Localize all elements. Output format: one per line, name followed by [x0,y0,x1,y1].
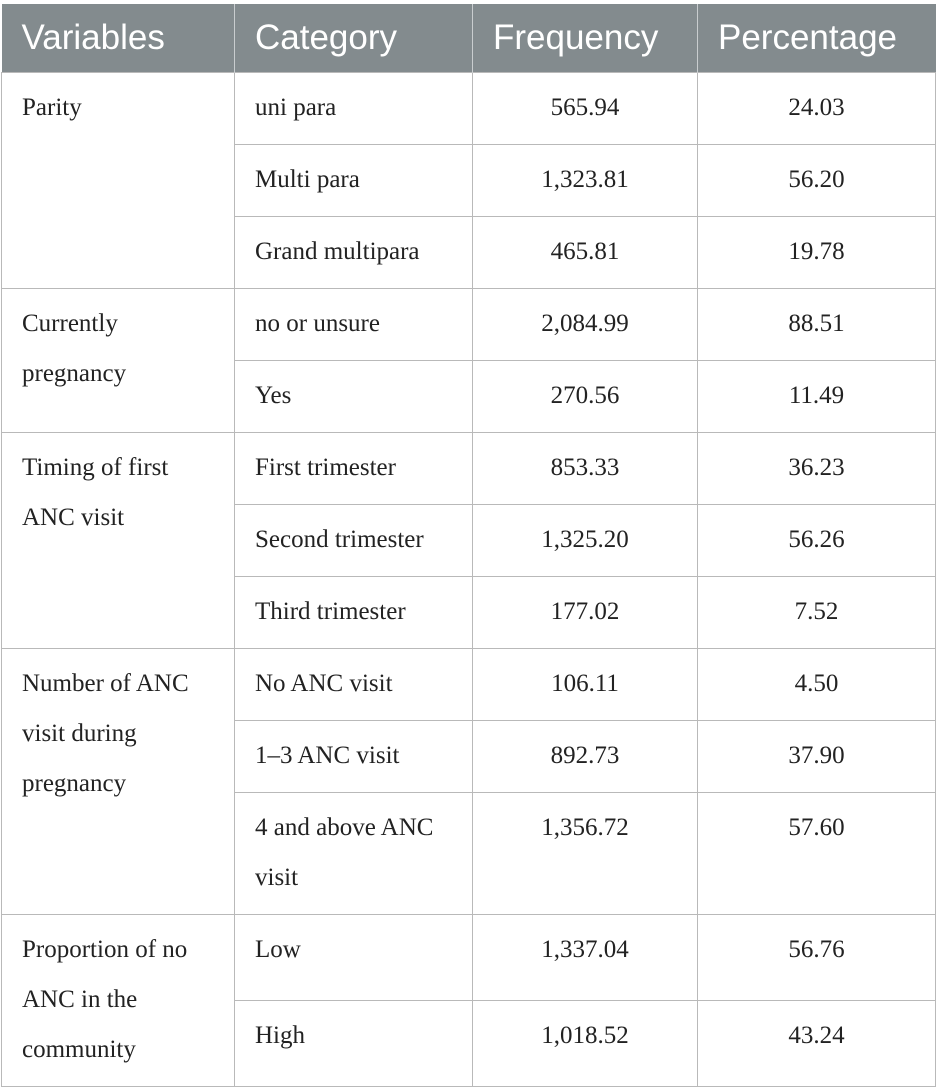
percentage-cell: 56.76 [698,915,936,1001]
percentage-cell: 19.78 [698,217,936,289]
frequency-cell: 565.94 [473,73,698,145]
percentage-cell: 88.51 [698,289,936,361]
frequency-cell: 465.81 [473,217,698,289]
frequency-cell: 892.73 [473,721,698,793]
frequency-cell: 1,337.04 [473,915,698,1001]
category-cell: 1–3 ANC visit [235,721,473,793]
percentage-cell: 37.90 [698,721,936,793]
percentage-cell: 36.23 [698,433,936,505]
frequency-cell: 1,323.81 [473,145,698,217]
variable-cell-parity: Parity [2,73,235,289]
frequency-cell: 2,084.99 [473,289,698,361]
category-cell: 4 and above ANC visit [235,793,473,915]
data-table [1,4,936,1087]
variable-cell-currently-pregnancy: Currently pregnancy [2,289,235,433]
category-cell: High [235,1001,473,1087]
header-variables: Variables [2,4,235,73]
percentage-cell: 56.20 [698,145,936,217]
frequency-cell: 106.11 [473,649,698,721]
category-cell: No ANC visit [235,649,473,721]
table-body [2,73,936,1087]
category-cell: Grand multipara [235,217,473,289]
table-row [2,289,936,361]
category-cell: Third trimester [235,577,473,649]
table-row [2,915,936,1001]
percentage-cell: 24.03 [698,73,936,145]
frequency-cell: 1,325.20 [473,505,698,577]
table-row [2,649,936,721]
category-cell: uni para [235,73,473,145]
frequency-cell: 177.02 [473,577,698,649]
table-row [2,433,936,505]
category-cell: Second trimester [235,505,473,577]
variable-cell-number-of-anc: Number of ANC visit during pregnancy [2,649,235,915]
frequency-cell: 1,356.72 [473,793,698,915]
variable-cell-proportion-no-anc: Proportion of no ANC in the community [2,915,235,1087]
header-frequency: Frequency [473,4,698,73]
category-cell: Multi para [235,145,473,217]
category-cell: Yes [235,361,473,433]
header-category: Category [235,4,473,73]
header-row [2,4,936,73]
frequency-cell: 853.33 [473,433,698,505]
category-cell: First trimester [235,433,473,505]
frequency-cell: 1,018.52 [473,1001,698,1087]
percentage-cell: 43.24 [698,1001,936,1087]
percentage-cell: 7.52 [698,577,936,649]
category-cell: Low [235,915,473,1001]
frequency-cell: 270.56 [473,361,698,433]
percentage-cell: 57.60 [698,793,936,915]
percentage-cell: 11.49 [698,361,936,433]
percentage-cell: 4.50 [698,649,936,721]
category-cell: no or unsure [235,289,473,361]
variable-cell-timing-first-anc: Timing of first ANC visit [2,433,235,649]
header-percentage: Percentage [698,4,936,73]
table-row [2,73,936,145]
percentage-cell: 56.26 [698,505,936,577]
table-header [2,4,936,73]
